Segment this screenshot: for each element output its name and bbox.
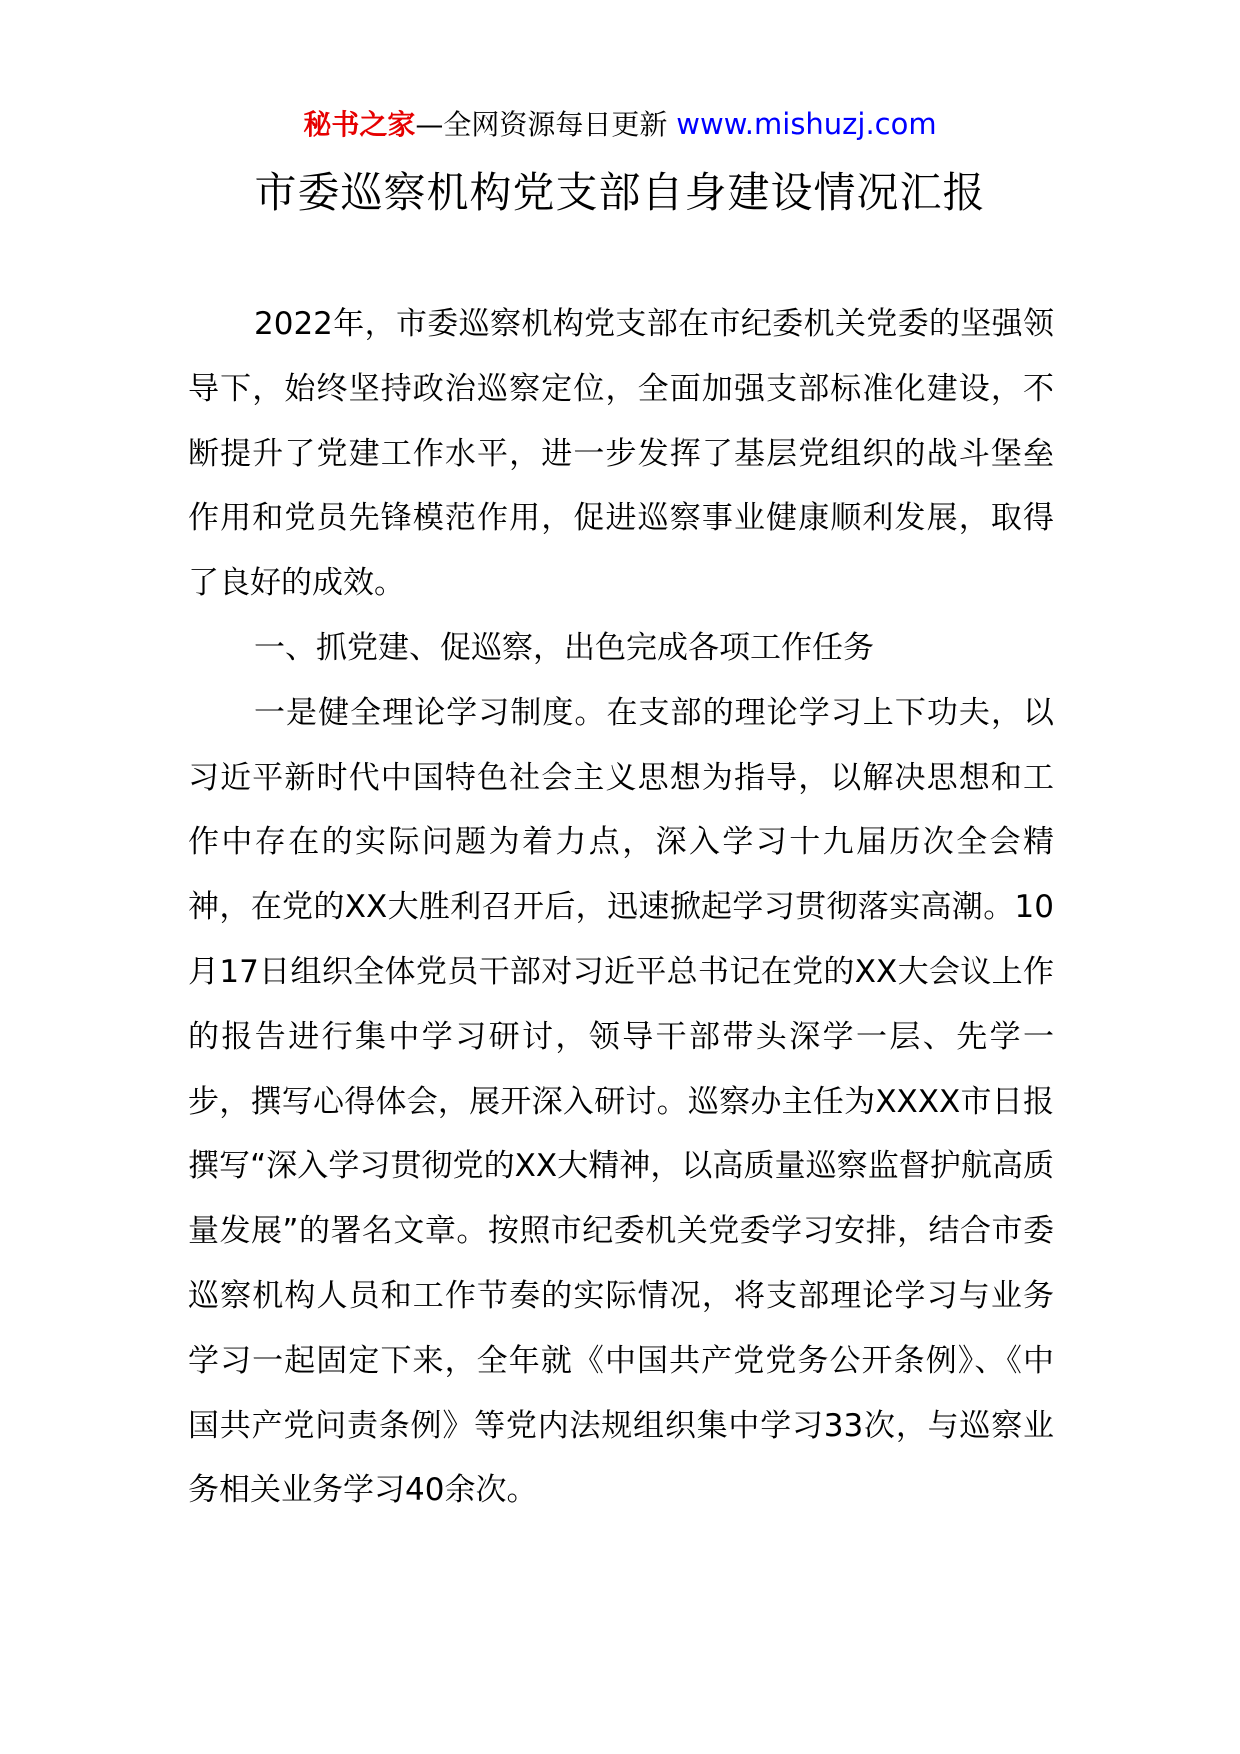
site-link[interactable]: www.mishuzj.com [676,107,937,141]
site-header [0,104,1240,145]
brand-name: 秘书之家 [303,108,416,141]
intro-paragraph: 2022年，市委巡察机构党支部在市纪委机关党委的坚强领导下，始终坚持政治巡察定位，全面加强支部标准化建设，不断提升了党建工作水平，进一步发挥了基层党组织的战斗堡垒作用和党员先锋模范作用，促进巡察事业健康顺利发展，取得了良好的成效。 [188,306,1054,602]
document-body [188,292,1054,1523]
document-title: 市委巡察机构党支部自身建设情况汇报 [254,168,986,217]
section-heading: 一、抓党建、促巡察，出色完成各项工作任务 [254,629,874,666]
header-tagline: —全网资源每日更新 [415,108,668,141]
body-paragraph: 一是健全理论学习制度。在支部的理论学习上下功夫，以习近平新时代中国特色社会主义思想为指导，以解决思想和工作中存在的实际问题为着力点，深入学习十九届历次全会精神，在党的XX大胜利召开后，迅速掀起学习贯彻落实高潮。10月17日组织全体党员干部对习近平总书记在党的XX大会议上作的报告进行集中学习研讨，领导干部带头深学一层、先学一步，撰写心得体会，展开深入研讨。巡察办主任为XXXX市日报撰写“深入学习贯彻党的XX大精神，以高质量巡察监督护航高质量发展”的署名文章。按照市纪委机关党委学习安排，结合市委巡察机构人员和工作节奏的实际情况，将支部理论学习与业务学习一起固定下来，全年就《中国共产党党务公开条例》、《中国共产党问责条例》等党内法规组织集中学习33次，与巡察业务相关业务学习40余次。 [188,694,1054,1509]
